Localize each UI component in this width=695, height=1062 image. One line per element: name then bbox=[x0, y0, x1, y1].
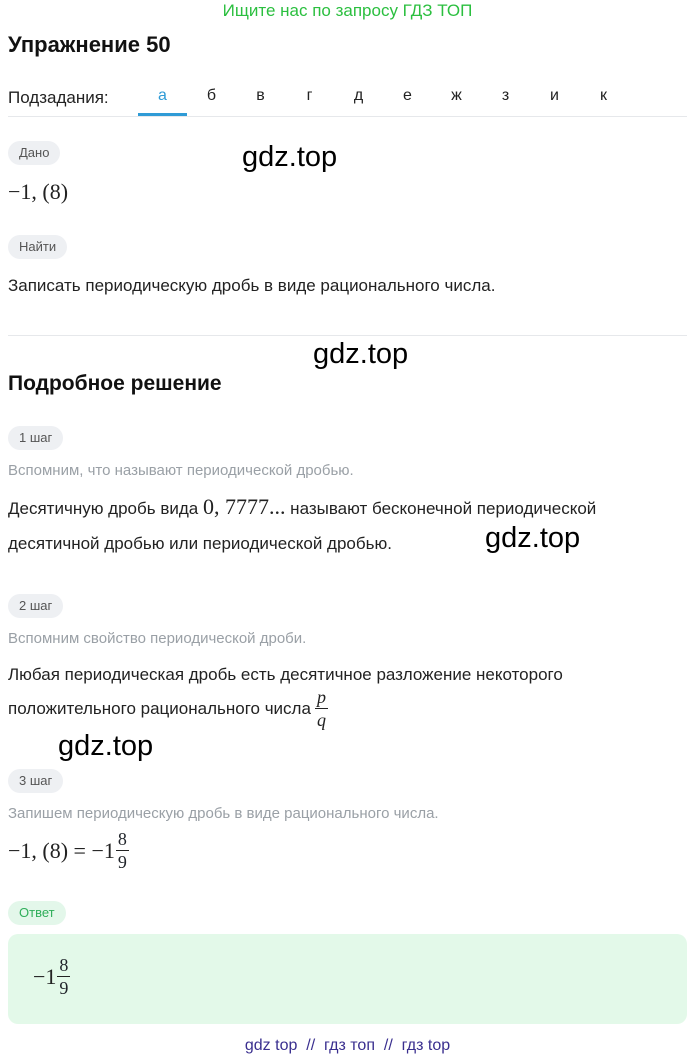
subtask-tab-k[interactable]: к bbox=[600, 87, 607, 104]
fraction-numerator: 8 bbox=[117, 829, 127, 849]
subtask-tab-zh[interactable]: ж bbox=[451, 87, 462, 104]
find-text: Записать периодическую дробь в виде рационального числа. bbox=[8, 276, 496, 295]
subtasks-row bbox=[8, 84, 687, 117]
step-1-chip: 1 шаг bbox=[8, 426, 63, 450]
fraction-denominator: 9 bbox=[117, 852, 127, 872]
divider bbox=[8, 335, 687, 336]
given-value: −1, (8) bbox=[8, 179, 69, 204]
subtask-tab-z[interactable]: з bbox=[501, 87, 510, 104]
subtask-tab-g[interactable]: г bbox=[306, 87, 313, 104]
fraction-numerator: 8 bbox=[59, 955, 69, 975]
step-1-text-pre: Десятичную дробь вида bbox=[8, 499, 203, 518]
fraction-denominator: q bbox=[316, 710, 326, 730]
page-title: Упражнение 50 bbox=[8, 32, 171, 57]
watermark: gdz.top bbox=[313, 338, 409, 370]
footer-links: gdz top // гдз топ // гдз top bbox=[244, 1037, 451, 1054]
step-1-text-post: называют бесконечной периодической bbox=[285, 499, 597, 518]
fraction-numerator: p bbox=[316, 687, 326, 707]
step-2-text: положительного рационального числа bbox=[8, 699, 311, 718]
fraction-8-9 bbox=[116, 830, 129, 871]
answer-box bbox=[8, 934, 687, 1024]
step-2-line-2 bbox=[8, 688, 328, 729]
given-chip: Дано bbox=[8, 141, 60, 165]
step-3-hint: Запишем периодическую дробь в виде рационального числа. bbox=[8, 805, 439, 822]
step-3-equation bbox=[8, 830, 129, 871]
answer-value bbox=[33, 956, 70, 997]
fraction-p-over-q bbox=[315, 688, 328, 729]
step-3-chip: 3 шаг bbox=[8, 769, 63, 793]
subtasks-label: Подзадания: bbox=[8, 88, 109, 107]
watermark: gdz.top bbox=[242, 141, 338, 173]
subtask-tab-a[interactable]: а bbox=[138, 84, 187, 116]
step-2-hint: Вспомним свойство периодической дроби. bbox=[8, 630, 307, 647]
watermark: gdz.top bbox=[485, 522, 581, 554]
answer-whole: −1 bbox=[33, 963, 57, 989]
step-1-hint: Вспомним, что называют периодической дробью. bbox=[8, 462, 354, 479]
find-chip: Найти bbox=[8, 235, 67, 259]
promo-banner: Ищите нас по запросу ГДЗ ТОП bbox=[222, 1, 473, 20]
step-3-math: −1, (8) = −1 bbox=[8, 837, 115, 863]
subtask-tab-e[interactable]: е bbox=[403, 87, 412, 104]
subtask-tab-d[interactable]: д bbox=[353, 87, 364, 104]
step-2-chip: 2 шаг bbox=[8, 594, 63, 618]
subtasks-tabs bbox=[138, 84, 628, 116]
step-1-math: 0, 7777... bbox=[202, 494, 286, 519]
subtask-tab-i[interactable]: и bbox=[550, 87, 559, 104]
solution-title: Подробное решение bbox=[8, 372, 222, 395]
fraction-denominator: 9 bbox=[59, 978, 69, 998]
step-1-line-2: десятичной дробью или периодической дробью. bbox=[8, 534, 392, 553]
step-2-line-1: Любая периодическая дробь есть десятичное разложение некоторого bbox=[8, 665, 563, 684]
subtask-tab-b[interactable]: б bbox=[206, 87, 217, 104]
answer-chip: Ответ bbox=[8, 901, 66, 925]
watermark: gdz.top bbox=[58, 730, 154, 762]
subtask-tab-v[interactable]: в bbox=[256, 87, 265, 104]
answer-fraction bbox=[57, 956, 70, 997]
